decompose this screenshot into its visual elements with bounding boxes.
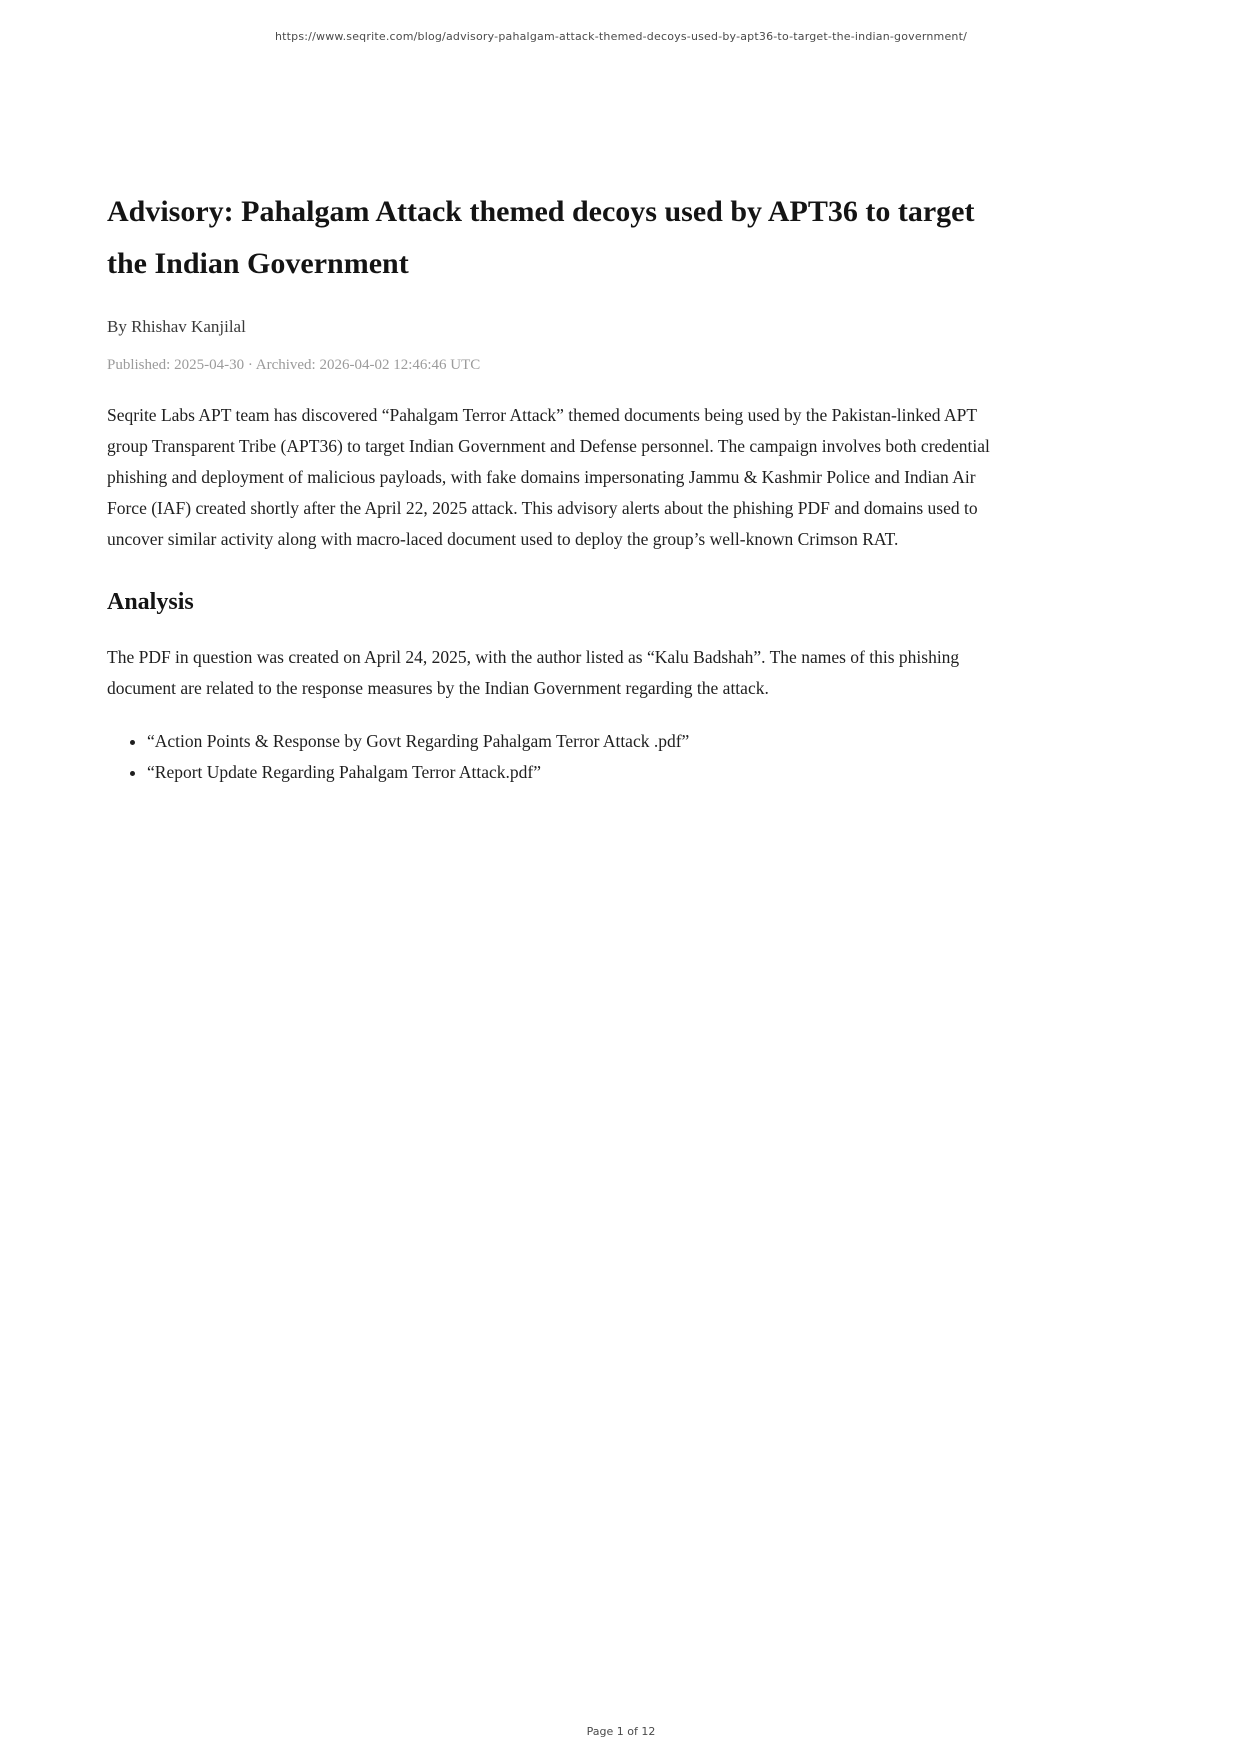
list-item: • “Action Points & Response by Govt Regarding Pahalgam Terror Attack .pdf” <box>147 726 1004 757</box>
article-byline: By Rhishav Kanjilal <box>107 317 246 336</box>
page-footer: Page 1 of 12 <box>586 1725 656 1738</box>
page-header-url: https://www.seqrite.com/blog/advisory-pahalgam-attack-themed-decoys-used-by-apt36-to-target-the-indian-government/ <box>274 30 968 43</box>
analysis-bullet-list <box>107 726 1004 788</box>
list-item: • “Report Update Regarding Pahalgam Terror Attack.pdf” <box>147 757 1004 788</box>
analysis-heading: Analysis <box>107 589 194 615</box>
article-title: Advisory: Pahalgam Attack themed decoys used by APT36 to target the Indian Government <box>107 195 975 280</box>
analysis-paragraph: The PDF in question was created on April 24, 2025, with the author listed as “Kalu Badshah”. The names of this phishing document are related to the response measures by the Indian Government regarding the attack. <box>107 647 960 698</box>
article-intro-paragraph: Seqrite Labs APT team has discovered “Pahalgam Terror Attack” themed documents being used by the Pakistan-linked APT group Transparent Tribe (APT36) to target Indian Government and Defense personnel. The campaign involves both credential phishing and deployment of malicious payloads, with fake domains impersonating Jammu & Kashmir Police and Indian Air Force (IAF) created shortly after the April 22, 2025 attack. This advisory alerts about the phishing PDF and domains used to uncover similar activity along with macro-laced document used to deploy the group’s well-known Crimson RAT. <box>107 405 990 549</box>
article-content <box>107 186 1004 788</box>
article-meta: Published: 2025-04-30 · Archived: 2026-04-02 12:46:46 UTC <box>107 357 481 373</box>
